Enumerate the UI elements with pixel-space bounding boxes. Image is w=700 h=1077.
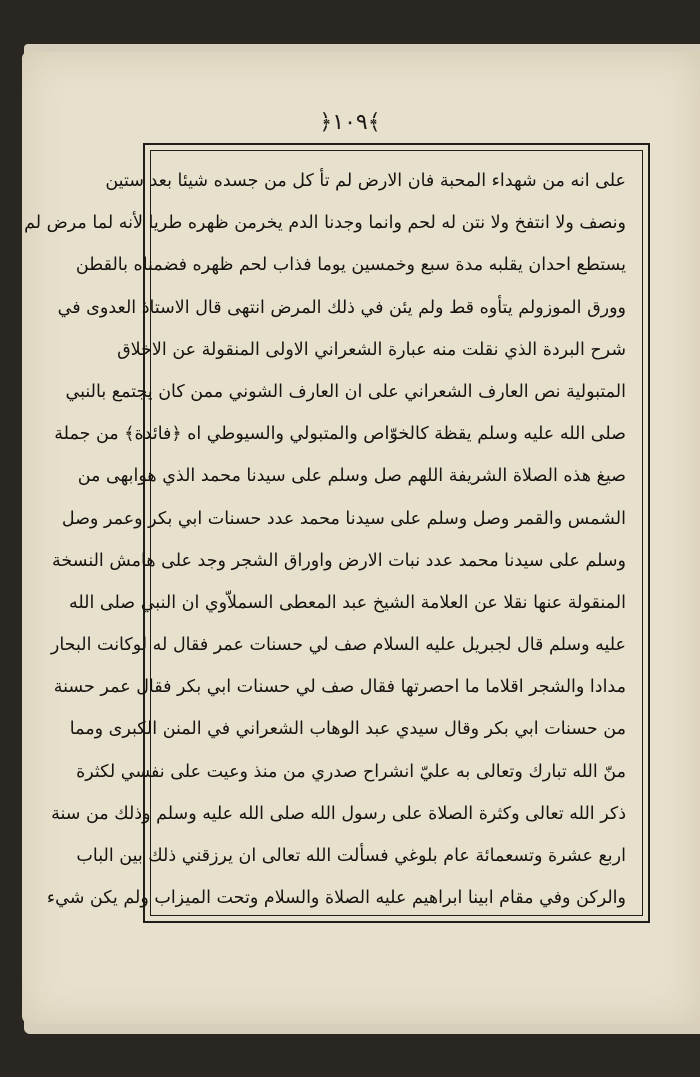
text-line-13: مدادا والشجر اقلاما ما احصرتها فقال صف لي حسنات ابي بكر فقال عمر حسنة [53, 677, 626, 698]
text-line-4: وورق الموزولم يتأوه قط ولم يئن في ذلك المرض انتهى قال الاستاذ العدوى في [57, 297, 626, 318]
text-line-16: ذكر الله تعالى وكثرة الصلاة على رسول الله صلى الله عليه وسلم وذلك من سنة [51, 803, 626, 824]
text-line-17: اربع عشرة وتسعمائة عام بلوغي فسألت الله تعالى ان يرزقني ذلك بين الباب [76, 846, 626, 866]
main-text-block [24, 160, 626, 910]
text-line-12: عليه وسلم قال لجبريل عليه السلام صف لي حسنات عمر فقال له لوكانت البحار [50, 635, 626, 656]
text-line-9: الشمس والقمر وصل وسلم على سيدنا محمد عدد حسنات ابي بكر وعمر وصل [61, 508, 626, 529]
text-line-1: على انه من شهداء المحبة فان الارض لم تأ كل من جسده شيئا بعد ستين [105, 171, 626, 191]
text-line-18: والركن وفي مقام ابينا ابراهيم عليه الصلاة والسلام وتحت الميزاب ولم يكن شيء [46, 888, 626, 909]
text-line-6: المتبولية نص العارف الشعراني على ان العارف الشوني ممن كان يجتمع بالنبي [65, 381, 626, 402]
text-line-11: المنقولة عنها نقلا عن العلامة الشيخ عبد المعطى السملاّوي ان النبي صلى الله [68, 592, 626, 613]
text-line-7: صلى الله عليه وسلم يقظة كالخوّاص والمتبولي والسيوطي اه ﴿فائدة﴾ من جملة [54, 424, 626, 445]
text-line-3: يستطع احدان يقلبه مدة سبع وخمسين يوما فذاب لحم ظهره فضمناه بالقطن [75, 255, 626, 276]
text-line-2: ونصف ولا انتفخ ولا نتن له لحم وانما وجدنا الدم يخرمن ظهره طريا لأنه لما مرض لم [24, 213, 626, 234]
text-line-5: شرح البردة الذي نقلت منه عبارة الشعراني الاولى المنقولة عن الاخلاق [117, 339, 626, 360]
text-line-15: منّ الله تبارك وتعالى به عليّ انشراح صدري من منذ وعيت على نفسي لكثرة [76, 761, 626, 782]
page-number: ﴿١٠٩﴾ [319, 110, 381, 135]
text-line-14: من حسنات ابي بكر وقال سيدي عبد الوهاب الشعراني في المنن الكبرى ومما [69, 719, 626, 740]
text-line-10: وسلم على سيدنا محمد عدد نبات الارض واوراق الشجر وجد على هامش النسخة [52, 550, 626, 571]
text-line-8: صيغ هذه الصلاة الشريفة اللهم صل وسلم على سيدنا محمد الذي هوابهى من [77, 466, 626, 487]
